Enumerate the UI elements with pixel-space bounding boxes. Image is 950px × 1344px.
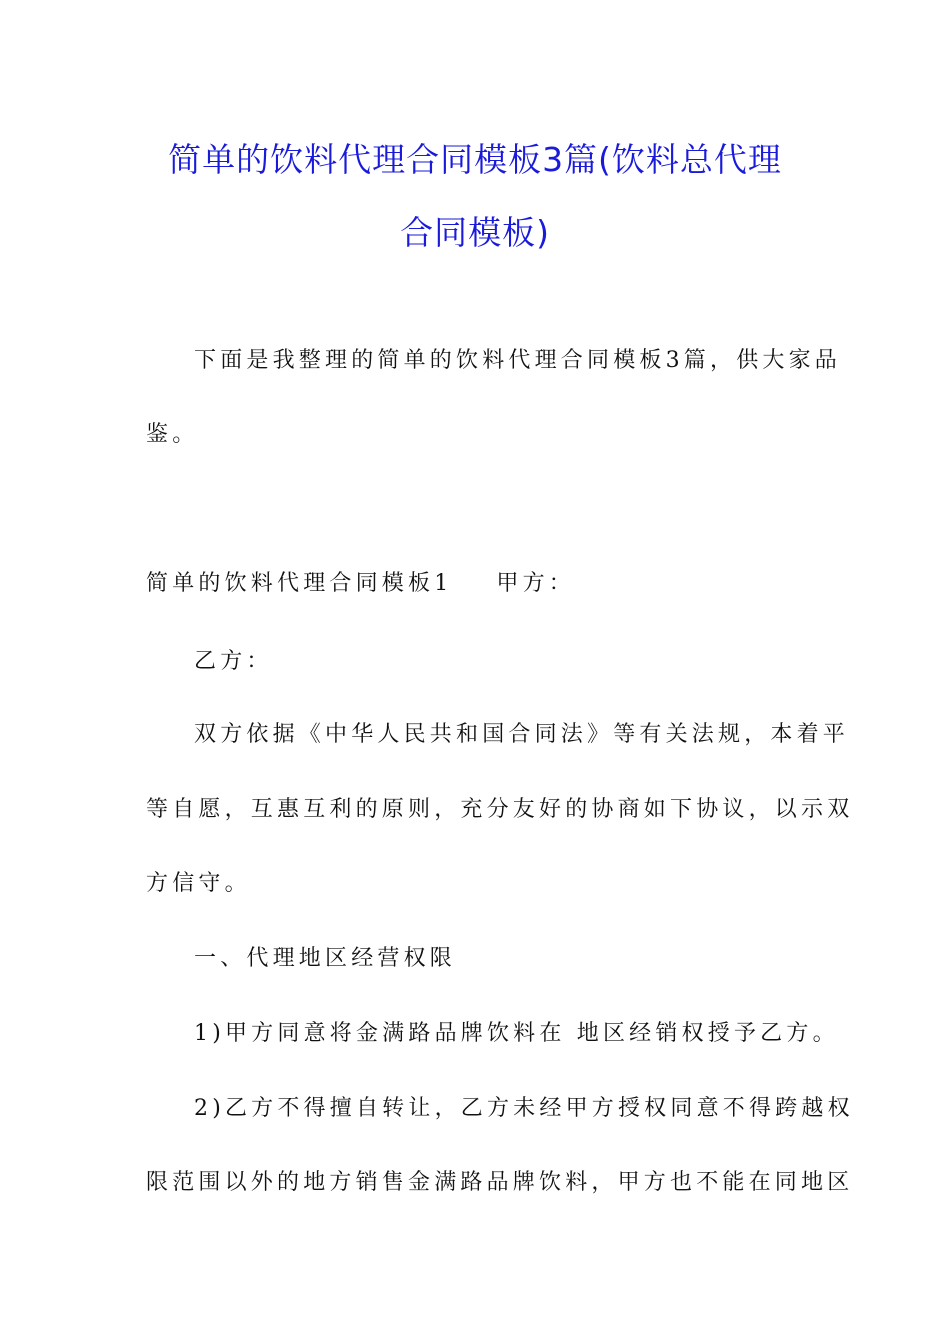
- article-1-heading: 一、代理地区经营权限: [194, 946, 457, 971]
- party-b-label: 乙方：: [194, 649, 273, 674]
- intro-line-1: 下面是我整理的简单的饮料代理合同模板3篇，供大家品: [194, 348, 841, 373]
- preamble-line-2: 等自愿，互惠互利的原则，充分友好的协商如下协议，以示双: [146, 797, 854, 822]
- party-a-label: 甲方：: [496, 571, 576, 596]
- intro-line-2: 鉴。: [146, 422, 199, 447]
- preamble-line-1: 双方依据《中华人民共和国合同法》等有关法规，本着平: [194, 722, 850, 747]
- section-heading: 简单的饮料代理合同模板1: [146, 571, 453, 596]
- article-1-item-2-line-2: 限范围以外的地方销售金满路品牌饮料，甲方也不能在同地区: [146, 1170, 854, 1195]
- section-heading-row: [146, 569, 806, 599]
- article-1-item-2-line-1: 2)乙方不得擅自转让，乙方未经甲方授权同意不得跨越权: [194, 1096, 854, 1121]
- document-title-line-1: 简单的饮料代理合同模板3篇(饮料总代理: [168, 140, 782, 179]
- document-title-line-2: 合同模板): [400, 213, 550, 252]
- article-1-item-1: 1)甲方同意将金满路品牌饮料在 地区经销权授予乙方。: [194, 1021, 839, 1046]
- preamble-line-3: 方信守。: [146, 871, 251, 896]
